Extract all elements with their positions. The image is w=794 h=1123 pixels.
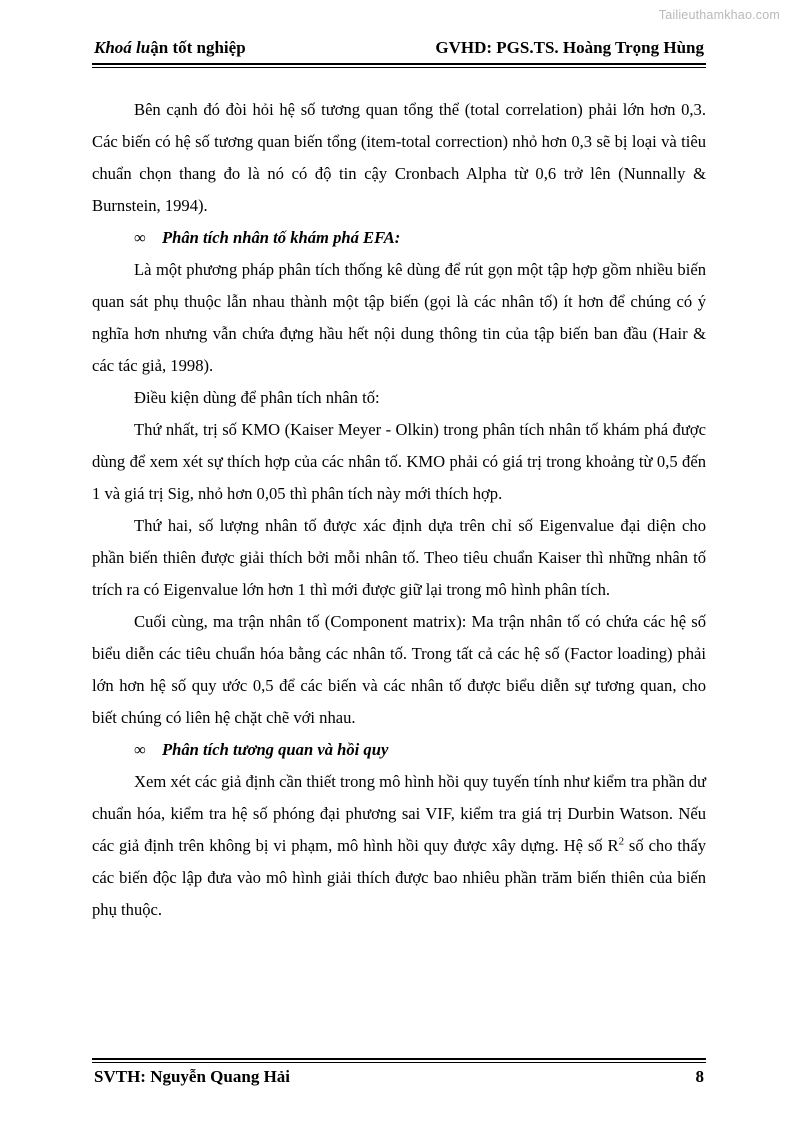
bullet-item-1-label: Phân tích nhân tố khám phá EFA: (162, 228, 401, 248)
bullet-item-2 (92, 734, 706, 766)
infinity-icon: ∞ (134, 740, 146, 760)
header-left-text: Khoá luận tốt nghiệp (94, 38, 246, 57)
header-left-text-rest: ận tốt nghiệp (150, 38, 246, 57)
paragraph-1: Bên cạnh đó đòi hỏi hệ số tương quan tổng thể (total correlation) phải lớn hơn 0,3. Các biến có hệ số tương quan biến tổng (item-total correction) nhỏ hơn 0,3 sẽ bị loại và tiêu chuẩn chọn thang đo là nó có độ tin cậy Cronbach Alpha từ 0,6 trở lên (Nunnally & Burnstein, 1994). (92, 100, 706, 216)
header-right-text: GVHD: PGS.TS. Hoàng Trọng Hùng (435, 38, 704, 57)
paragraph-4: Thứ nhất, trị số KMO (Kaiser Meyer - Olkin) trong phân tích nhân tố khám phá được dùng để xem xét sự thích hợp của các nhân tố. KMO phải có giá trị trong khoảng từ 0,5 đến 1 và giá trị Sig, nhỏ hơn 0,05 thì phân tích này mới thích hợp. (92, 420, 706, 504)
bullet-item-2-label: Phân tích tương quan và hồi quy (162, 740, 389, 760)
footer-row (92, 1067, 706, 1087)
paragraph-7 (92, 766, 706, 926)
paragraph-5: Thứ hai, số lượng nhân tố được xác định dựa trên chỉ số Eigenvalue đại diện cho phần biến thiên được giải thích bởi mỗi nhân tố. Theo tiêu chuẩn Kaiser thì những nhân tố trích ra có Eigenvalue lớn hơn 1 thì mới được giữ lại trong mô hình phân tích. (92, 516, 706, 600)
page-number: 8 (695, 1067, 704, 1086)
superscript-exponent: 2 (618, 835, 625, 848)
page-content (92, 38, 706, 926)
page-footer (92, 1058, 706, 1087)
bullet-item-1 (92, 222, 706, 254)
infinity-icon: ∞ (134, 228, 146, 248)
page-header (92, 38, 706, 62)
paragraph-2: Là một phương pháp phân tích thống kê dùng để rút gọn một tập hợp gồm nhiều biến quan sát phụ thuộc lẫn nhau thành một tập biến (gọi là các nhân tố) ít hơn để chúng có ý nghĩa hơn nhưng vẫn chứa đựng hầu hết nội dung thông tin của tập biến ban đầu (Hair & các tác giả, 1998). (92, 260, 706, 376)
paragraph-3: Điều kiện dùng để phân tích nhân tố: (134, 388, 380, 408)
body-text (92, 94, 706, 926)
footer-author: SVTH: Nguyễn Quang Hải (94, 1067, 291, 1086)
header-divider (92, 63, 706, 68)
footer-divider (92, 1058, 706, 1063)
paragraph-7-part-b: số cho thấy các biến độc lập đưa vào mô hình giải thích được bao nhiêu phần trăm biến thiên của biến phụ thuộc. (92, 836, 706, 920)
paragraph-7-part-a: Xem xét các giả định cần thiết trong mô hình hồi quy tuyến tính như kiểm tra phần dư chuẩn hóa, kiểm tra hệ số phóng đại phương sai VIF, kiểm tra giá trị Durbin Watson. Nếu các giả định trên không bị vi phạm, mô hình hồi quy được xây dựng. Hệ số R (92, 772, 706, 856)
paragraph-6: Cuối cùng, ma trận nhân tố (Component matrix): Ma trận nhân tố có chứa các hệ số biểu diễn các tiêu chuẩn hóa bằng các nhân tố. Trong tất cả các hệ số (Factor loading) phải lớn hơn hệ số quy ước 0,5 để các biến và các nhân tố được biểu diễn sự tương quan, cho biết chúng có liên hệ chặt chẽ với nhau. (92, 612, 706, 728)
watermark-text: Tailieuthamkhao.com (658, 8, 780, 22)
